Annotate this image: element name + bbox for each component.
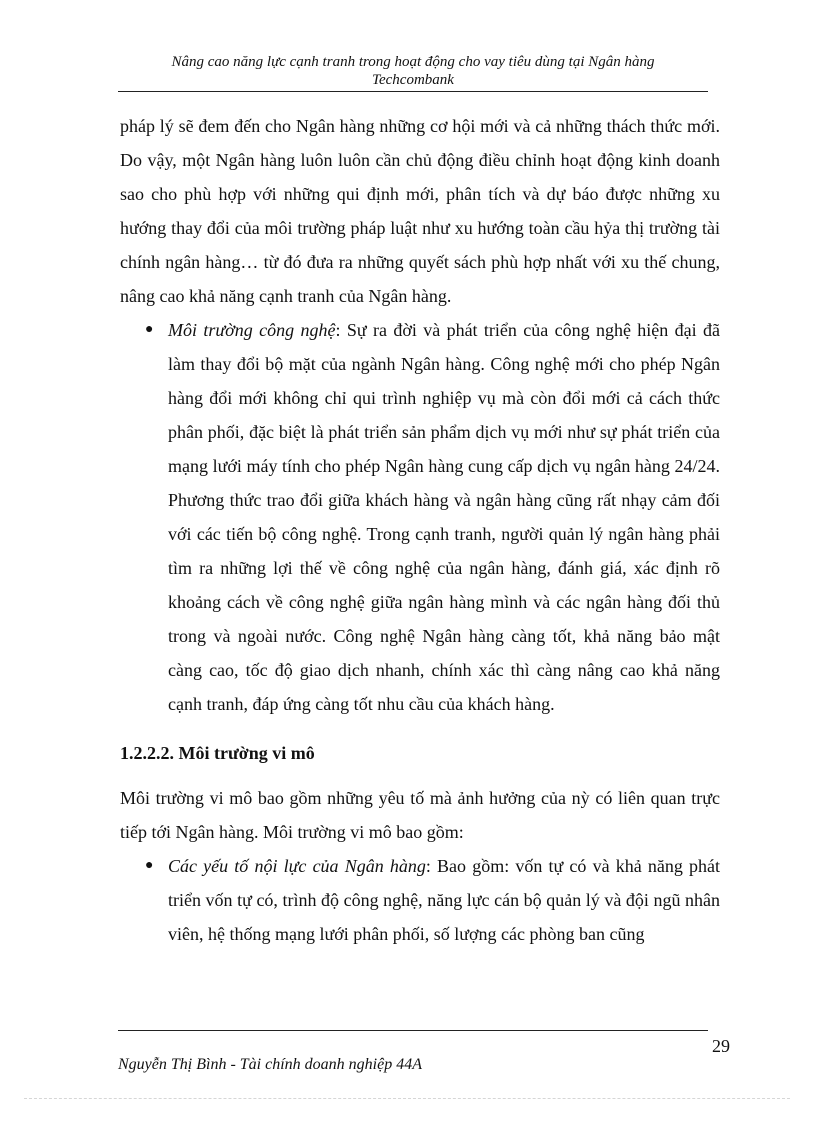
running-header <box>118 53 708 89</box>
bullet-icon: ● <box>145 322 154 337</box>
header-divider <box>118 91 708 92</box>
footer-divider <box>118 1030 708 1031</box>
section-heading: 1.2.2.2. Môi trường vi mô <box>120 743 315 763</box>
bullet-list-1 <box>120 313 720 721</box>
page-bottom-dashed-line <box>24 1098 790 1099</box>
header-title-line-2: Techcombank <box>372 72 454 88</box>
bullet-term: Các yếu tố nội lực của Ngân hàng <box>168 856 426 876</box>
bullet-text: : Bao gồm: vốn tự có và khả năng phát triển vốn tự có, trình độ công nghệ, năng lực cán bộ quản lý và đội ngũ nhân viên, hệ thống mạng lưới phân phối, số lượng các phòng ban cũng <box>168 856 721 944</box>
bullet-list-2 <box>120 849 720 951</box>
section-paragraph: Môi trường vi mô bao gồm những yêu tố mà ảnh hưởng của nỳ có liên quan trực tiếp tới Ngân hàng. Môi trường vi mô bao gồm: <box>120 788 720 842</box>
page-number: 29 <box>712 1036 730 1056</box>
bullet-term: Môi trường công nghệ <box>168 320 336 340</box>
bullet-text: : Sự ra đời và phát triển của công nghệ hiện đại đã làm thay đổi bộ mặt của ngành Ngân hàng. Công nghệ mới cho phép Ngân hàng đổi mới không chỉ qui trình nghiệp vụ mà còn đổi mới cả cách thức phân phối, đặc biệt là phát triển sản phẩm dịch vụ mới như sự phát triển của mạng lưới máy tính cho phép Ngân hàng cung cấp dịch vụ ngân hàng 24/24. Phương thức trao đổi giữa khách hàng và ngân hàng cũng rất nhạy cảm đối với các tiến bộ công nghệ. Trong cạnh tranh, người quản lý ngân hàng phải tìm ra những lợi thế về công nghệ của ngân hàng, đánh giá, xác định rõ khoảng cách về công nghệ giữa ngân hàng mình và các ngân hàng đối thủ trong và ngoài nước. Công nghệ Ngân hàng càng tốt, khả năng bảo mật càng cao, tốc độ giao dịch nhanh, chính xác thì càng nâng cao khả năng cạnh tranh, đáp ứng càng tốt nhu cầu của khách hàng. <box>168 320 720 714</box>
bullet-icon: ● <box>145 858 154 873</box>
bullet-internal-factors <box>120 849 720 951</box>
intro-paragraph: pháp lý sẽ đem đến cho Ngân hàng những cơ hội mới và cả những thách thức mới. Do vậy, một Ngân hàng luôn luôn cần chủ động điều chỉnh hoạt động kinh doanh sao cho phù hợp với những qui định mới, phân tích và dự báo được những xu hướng thay đổi của môi trường pháp luật như xu hướng toàn cầu hỷa thị trường tài chính ngân hàng… từ đó đưa ra những quyết sách phù hợp nhất với xu thế chung, nâng cao khả năng cạnh tranh của Ngân hàng. <box>120 116 720 306</box>
bullet-technology-environment <box>120 313 720 721</box>
footer-author: Nguyễn Thị Bình - Tài chính doanh nghiệp 44A <box>118 1056 422 1073</box>
header-title-line-1: Nâng cao năng lực cạnh tranh trong hoạt động cho vay tiêu dùng tại Ngân hàng <box>171 54 655 70</box>
page-body <box>120 109 720 951</box>
